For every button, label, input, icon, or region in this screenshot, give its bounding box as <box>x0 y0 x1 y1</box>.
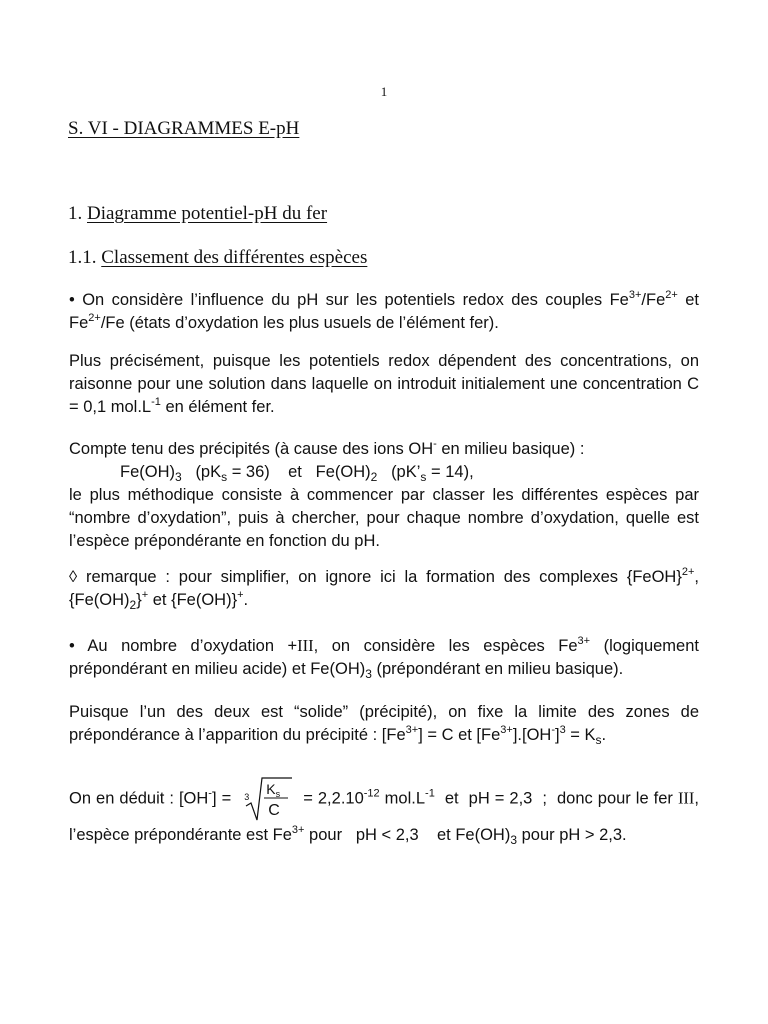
page-number: 1 <box>380 84 388 99</box>
paragraph-couples: • On considère l’influence du pH sur les potentiels redox des couples $Fe^{3+}/Fe^{2+}$ et $Fe^{2+}/Fe$ (états d’oxydation les plus usuels de l’élément fer). <box>69 289 699 332</box>
paragraph-oxydation-III: • Au nombre d’oxydation +III, on considère les espèces $Fe^{3+}$ (logiquement prépondérant en milieu acide) et $Fe(OH)_3$ (prépondérant en milieu basique). <box>69 635 699 681</box>
heading-1-1-number: 1.1. <box>68 247 102 268</box>
section-title: S. VI - DIAGRAMMES E-pH <box>68 118 300 139</box>
paragraph-limite: Puisque l’un des deux est “solide” (précipité), on fixe la limite des zones de prépondérance à l’apparition du précipité : $[Fe^{3+}] = C$ et $[Fe^{3+}].[OH^-]^3 = K_s$. <box>69 703 699 747</box>
heading-1-number: 1. <box>68 203 87 224</box>
cube-root-formula: 3 $K_s$ C <box>238 776 294 822</box>
heading-1-title: Diagramme potentiel-pH du fer <box>87 203 328 224</box>
paragraph-deduction: On en déduit : [OH-] = 3 $K_s$ C = $2,2.10^{-12}$ $mol.L^{-1}$ et pH = 2,3 ; donc pour le fer III, l’espèce prépondérante est $Fe^{3+}$ pour pH < 2,3 et $Fe(OH)_3$ pour pH > 2,3. <box>69 776 699 848</box>
heading-1-1-title: Classement des différentes espèces <box>101 247 368 268</box>
paragraph-concentration: Plus précisément, puisque les potentiels redox dépendent des concentrations, on raisonne pour une solution dans laquelle on introduit initialement une concentration C = 0,1 $mol.L^{-1}$ en élément fer. <box>69 352 699 416</box>
paragraph-remarque: ◊ remarque : pour simplifier, on ignore ici la formation des complexes {FeOH}$^{2+}$, $\{Fe(OH)_2\}^+$ et {Fe(OH)}+. <box>69 566 699 612</box>
precipitate-constants: $Fe(OH)_3$ $(pK_s = 36)$ et $Fe(OH)_2$ $(pK’_s = 14)$, <box>120 463 474 484</box>
heading-1-1 <box>68 247 367 269</box>
heading-1 <box>68 203 327 225</box>
paragraph-precipites: Compte tenu des précipités (à cause des ions OH- en milieu basique) : $Fe(OH)_3$ $(pK_s = 36)$ et $Fe(OH)_2$ $(pK’_s = 14)$, le plus méthodique consiste à commencer par classer les différentes espèces par “nombre d’oxydation”, puis à chercher, pour chaque nombre d’oxydation, quelle est l’espèce prépondérante en fonction du pH. <box>69 438 699 550</box>
